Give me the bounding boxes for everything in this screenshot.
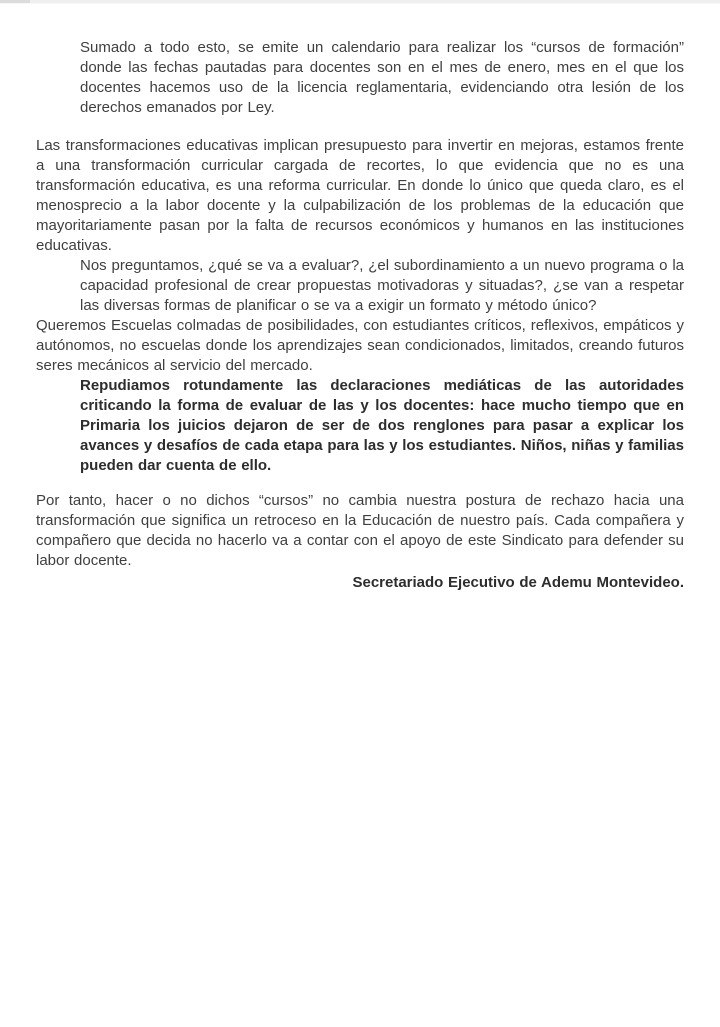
paragraph-por-tanto-rechazo: Por tanto, hacer o no dichos “cursos” no cambia nuestra postura de rechazo hacia una transformación que significa un retroceso en la Educación de nuestro país. Cada compañera y compañero que decida no hacerlo va a contar con el apoyo de este Sindicato para defender su labor docente. (36, 492, 684, 569)
signature-secretariado: Secretariado Ejecutivo de Ademu Montevideo. (352, 574, 684, 591)
page-top-edge-strip (0, 0, 720, 4)
paragraph-repudiamos-declaraciones: Repudiamos rotundamente las declaraciones mediáticas de las autoridades criticando la forma de evaluar de las y los docentes: hace mucho tiempo que en Primaria los juicios dejaron de ser de dos renglones para pasar a explicar los avances y desafíos de cada etapa para las y los estudiantes. Niños, niñas y familias pueden dar cuenta de ello. (80, 377, 684, 474)
page-top-edge-mark (0, 0, 30, 3)
paragraph-calendario-cursos: Sumado a todo esto, se emite un calendario para realizar los “cursos de formación” donde las fechas pautadas para docentes son en el mes de enero, mes en el que los docentes hacemos uso de la licencia reglamentaria, evidenciando otra lesión de los derechos emanados por Ley. (80, 39, 684, 116)
paragraph-nos-preguntamos: Nos preguntamos, ¿qué se va a evaluar?, ¿el subordinamiento a un nuevo programa o la capacidad profesional de crear propuestas motivadoras y situadas?, ¿se van a respetar las diversas formas de planificar o se va a exigir un formato y método único? (80, 257, 684, 314)
document-body (36, 38, 684, 593)
paragraph-queremos-escuelas: Queremos Escuelas colmadas de posibilidades, con estudiantes críticos, reflexivos, empáticos y autónomos, no escuelas donde los aprendizajes sean condicionados, limitados, creando futuros seres mecánicos al servicio del mercado. (36, 317, 684, 374)
paragraph-transformaciones-educativas: Las transformaciones educativas implican presupuesto para invertir en mejoras, estamos frente a una transformación curricular cargada de recortes, lo que evidencia que no es una transformación educativa, es una reforma curricular. En donde lo único que queda claro, es el menosprecio a la labor docente y la culpabilización de los problemas de la educación que mayoritariamente pasan por la falta de recursos económicos y humanos en las instituciones educativas. (36, 137, 684, 254)
